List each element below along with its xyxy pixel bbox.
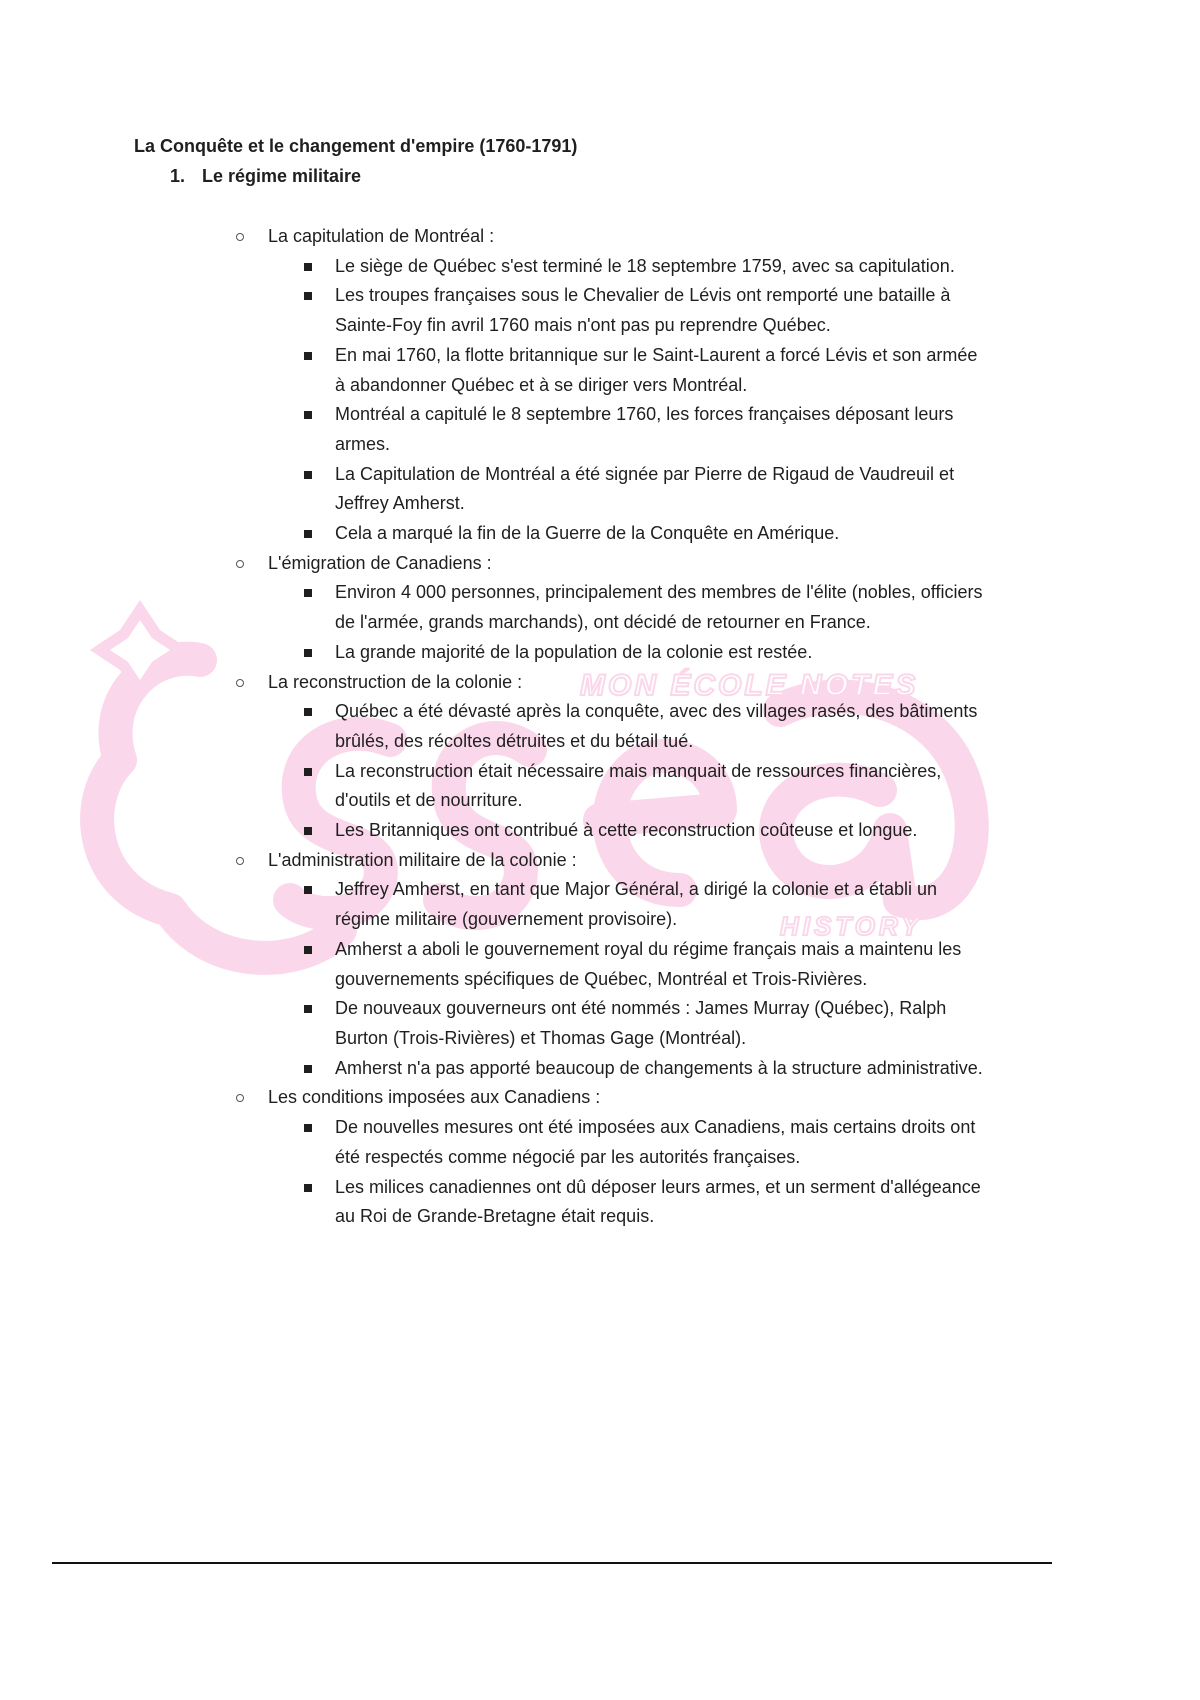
list-item-text: La Capitulation de Montréal a été signée par Pierre de Rigaud de Vaudreuil et Jeffrey Amherst. — [335, 463, 955, 514]
topic-heading-text: La capitulation de Montréal : — [268, 226, 495, 246]
list-item — [335, 1054, 992, 1084]
square-bullet-icon — [304, 263, 312, 271]
list-item — [335, 697, 992, 756]
square-bullet-icon — [304, 1124, 312, 1132]
bullet-list — [232, 697, 992, 846]
hollow-circle-bullet-icon — [236, 679, 244, 687]
list-item-text: De nouveaux gouverneurs ont été nommés : James Murray (Québec), Ralph Burton (Trois-Rivières) et Thomas Gage (Montréal). — [335, 998, 947, 1048]
list-item — [335, 1173, 992, 1232]
list-item-text: Québec a été dévasté après la conquête, avec des villages rasés, des bâtiments brûlés, des récoltes détruites et du bétail tué. — [335, 701, 978, 751]
bullet-list — [232, 578, 992, 667]
hollow-circle-bullet-icon — [236, 857, 244, 865]
list-item-text: La grande majorité de la population de la colonie est restée. — [335, 641, 813, 662]
bullet-list — [232, 252, 992, 549]
list-item — [335, 252, 992, 282]
list-item-text: Cela a marqué la fin de la Guerre de la Conquête en Amérique. — [335, 523, 840, 544]
document-title: La Conquête et le changement d'empire (1760-1791) — [134, 136, 578, 156]
topic-heading — [232, 549, 992, 579]
watermark-text-bottom: HISTORY — [780, 911, 923, 941]
list-item — [335, 460, 992, 519]
topic-heading-text: L'administration militaire de la colonie : — [268, 849, 577, 870]
topic-block — [232, 668, 992, 846]
square-bullet-icon — [304, 589, 312, 597]
square-bullet-icon — [304, 471, 312, 479]
list-item — [335, 578, 992, 637]
list-item — [335, 935, 992, 994]
section-heading — [170, 164, 361, 188]
square-bullet-icon — [304, 827, 312, 835]
list-item-text: Les Britanniques ont contribué à cette reconstruction coûteuse et longue. — [335, 820, 918, 841]
list-item — [335, 994, 992, 1053]
topic-heading-text: L'émigration de Canadiens : — [268, 552, 492, 573]
topic-heading — [232, 668, 992, 698]
list-item — [335, 281, 992, 340]
square-bullet-icon — [304, 1065, 312, 1073]
hollow-circle-bullet-icon — [236, 233, 244, 241]
page-bottom-rule — [52, 1562, 1052, 1564]
list-item — [335, 638, 992, 668]
topic-block — [232, 222, 992, 549]
square-bullet-icon — [304, 292, 312, 300]
list-item — [335, 400, 992, 459]
list-item-text: De nouvelles mesures ont été imposées aux Canadiens, mais certains droits ont été respectés comme négocié par les autorités françaises. — [335, 1117, 976, 1167]
square-bullet-icon — [304, 708, 312, 716]
square-bullet-icon — [304, 411, 312, 419]
topic-heading — [232, 1083, 992, 1113]
topic-heading — [232, 222, 992, 252]
list-item-text: La reconstruction était nécessaire mais manquait de ressources financières, d'outils et de nourriture. — [335, 760, 942, 811]
topic-heading-text: Les conditions imposées aux Canadiens : — [268, 1087, 601, 1108]
bullet-list — [232, 875, 992, 1083]
topic-list — [232, 222, 992, 1232]
square-bullet-icon — [304, 768, 312, 776]
square-bullet-icon — [304, 352, 312, 360]
list-item — [335, 519, 992, 549]
square-bullet-icon — [304, 530, 312, 538]
list-item — [335, 1113, 992, 1172]
list-item-text: Jeffrey Amherst, en tant que Major Général, a dirigé la colonie et a établi un régime militaire (gouvernement provisoire). — [335, 879, 938, 930]
section-title: Le régime militaire — [202, 166, 362, 186]
list-item — [335, 757, 992, 816]
list-item-text: Le siège de Québec s'est terminé le 18 septembre 1759, avec sa capitulation. — [335, 255, 955, 276]
list-item — [335, 341, 992, 400]
topic-block — [232, 549, 992, 668]
square-bullet-icon — [304, 946, 312, 954]
section-number: 1. — [170, 166, 186, 186]
topic-block — [232, 1083, 992, 1232]
square-bullet-icon — [304, 1184, 312, 1192]
hollow-circle-bullet-icon — [236, 1094, 244, 1102]
bullet-list — [232, 1113, 992, 1232]
list-item-text: Les milices canadiennes ont dû déposer leurs armes, et un serment d'allégeance au Roi de Grande-Bretagne était requis. — [335, 1176, 981, 1227]
list-item-text: Environ 4 000 personnes, principalement des membres de l'élite (nobles, officiers de l'armée, grands marchands), ont décidé de retourner en France. — [335, 582, 983, 633]
topic-block — [232, 846, 992, 1084]
list-item-text: Amherst a aboli le gouvernement royal du régime français mais a maintenu les gouvernements spécifiques de Québec, Montréal et Trois-Rivières. — [335, 938, 962, 989]
topic-heading — [232, 846, 992, 876]
square-bullet-icon — [304, 886, 312, 894]
square-bullet-icon — [304, 1005, 312, 1013]
square-bullet-icon — [304, 649, 312, 657]
topic-heading-text: La reconstruction de la colonie : — [268, 671, 523, 692]
watermark-text-top: MON ÉCOLE NOTES — [580, 669, 919, 702]
list-item — [335, 816, 992, 846]
list-item-text: En mai 1760, la flotte britannique sur le Saint-Laurent a forcé Lévis et son armée à abandonner Québec et à se diriger vers Montréal. — [335, 344, 978, 395]
list-item-text: Amherst n'a pas apporté beaucoup de changements à la structure administrative. — [335, 1057, 983, 1078]
list-item — [335, 875, 992, 934]
hollow-circle-bullet-icon — [236, 560, 244, 568]
list-item-text: Montréal a capitulé le 8 septembre 1760, les forces françaises déposant leurs armes. — [335, 404, 954, 454]
list-item-text: Les troupes françaises sous le Chevalier de Lévis ont remporté une bataille à Sainte-Foy fin avril 1760 mais n'ont pas pu reprendre Québec. — [335, 285, 951, 336]
